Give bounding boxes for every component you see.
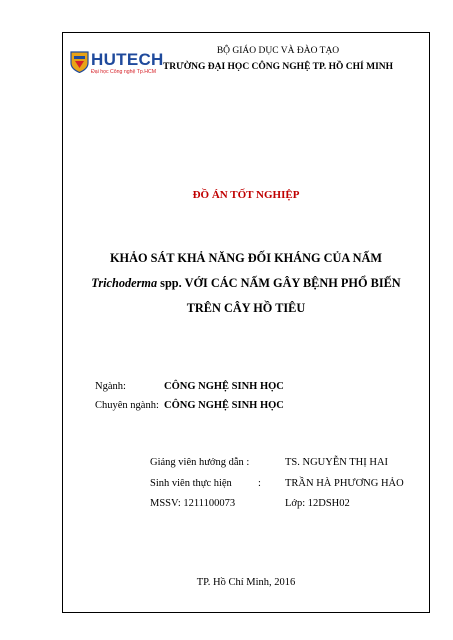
thesis-title-line-2 <box>62 276 430 291</box>
student-label: Sinh viên thực hiện <box>150 478 232 489</box>
species-name: Trichoderma <box>91 276 158 290</box>
thesis-title-line-3: TRÊN CÂY HỒ TIÊU <box>186 301 306 315</box>
student-id: MSSV: 1211100073 <box>150 498 236 509</box>
major-label: Ngành: <box>95 381 126 392</box>
shield-icon <box>70 51 89 73</box>
university-line: TRƯỜNG ĐẠI HỌC CÔNG NGHỆ TP. HỒ CHÍ MINH <box>162 62 394 72</box>
advisor-value: TS. NGUYỄN THỊ HAI <box>285 457 389 468</box>
place-and-year: TP. Hồ Chí Minh, 2016 <box>196 577 296 588</box>
thesis-title-line-1: KHẢO SÁT KHẢ NĂNG ĐỐI KHÁNG CỦA NẤM <box>109 251 383 265</box>
class-code: Lớp: 12DSH02 <box>285 498 350 509</box>
specialization-value: CÔNG NGHỆ SINH HỌC <box>164 400 284 411</box>
ministry-line: BỘ GIÁO DỤC VÀ ĐÀO TẠO <box>216 46 340 56</box>
advisor-label: Giảng viên hướng dẫn : <box>150 457 250 468</box>
student-colon: : <box>258 478 261 489</box>
page-border <box>62 32 430 613</box>
specialization-label: Chuyên ngành: <box>95 400 159 411</box>
major-value: CÔNG NGHỆ SINH HỌC <box>164 381 284 392</box>
title-line-2-rest: spp. VỚI CÁC NẤM GÂY BỆNH PHỔ BIẾN <box>157 276 401 290</box>
student-value: TRẦN HÀ PHƯƠNG HẢO <box>285 478 404 489</box>
document-type: ĐỒ ÁN TỐT NGHIỆP <box>192 189 300 201</box>
logo-tagline: Đại học Công nghệ Tp.HCM <box>91 69 157 75</box>
logo-wordmark: HUTECH <box>91 50 164 69</box>
